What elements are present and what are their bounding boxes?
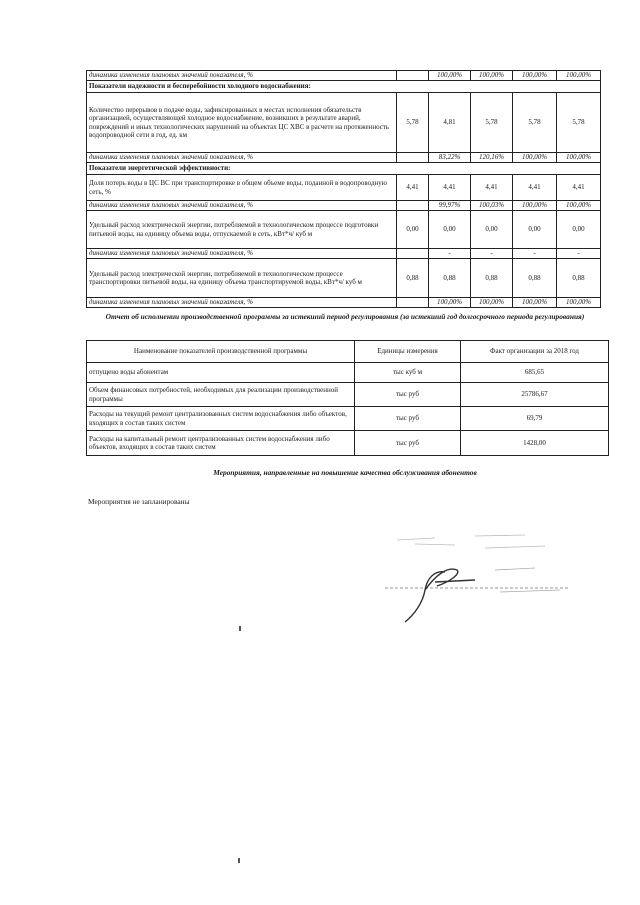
indicator-row [87, 175, 601, 201]
indicator-label: динамика изменения плановых значений показателя, % [87, 201, 397, 211]
report-title: Отчет об исполнении производственной программы за истекший период регулирования (за истекший год долгосрочного периода регулирования) [105, 312, 585, 321]
value-cell [397, 71, 429, 81]
value-cell: 0,00 [513, 211, 557, 249]
value-cell: 100,00% [557, 153, 601, 163]
indicator-label: Удельный расход электрической энергии, потребляемой в технологическом процессе подготовки питьевой воды, на единицу объема воды, отпускаемой в сеть, кВт*ч/ куб м [87, 211, 397, 249]
indicator-label: Доля потерь воды в ЦС ВС при транспортировке в общем объеме воды, поданной в водопроводную сеть, % [87, 175, 397, 201]
value-cell: - [513, 249, 557, 259]
indicator-label: динамика изменения плановых значений показателя, % [87, 153, 397, 163]
value-cell: 5,78 [557, 93, 601, 153]
scan-mark [239, 626, 241, 631]
value-cell: 0,88 [429, 259, 471, 298]
section-label: Показатели надежности и бесперебойности холодного водоснабжения: [87, 81, 601, 93]
value-cell: 100,00% [471, 71, 513, 81]
value-cell: 100,00% [513, 298, 557, 308]
value-cell: 100,00% [471, 298, 513, 308]
program-unit: тыс руб [355, 431, 461, 456]
value-cell: - [557, 249, 601, 259]
value-cell: 100,00% [429, 298, 471, 308]
dynamics-row [87, 201, 601, 211]
indicator-row [87, 93, 601, 153]
indicator-row [87, 211, 601, 249]
value-cell: 100,03% [471, 201, 513, 211]
program-value: 685,65 [461, 363, 609, 383]
value-cell: 100,00% [513, 201, 557, 211]
value-cell: 100,00% [557, 201, 601, 211]
indicator-label: динамика изменения плановых значений показателя, % [87, 71, 397, 81]
section-row [87, 163, 601, 175]
value-cell [397, 298, 429, 308]
program-unit: тыс руб [355, 407, 461, 431]
value-cell: 0,00 [557, 211, 601, 249]
program-indicator-name: Расходы на текущий ремонт централизованных систем водоснабжения либо объектов, входящих в состав таких систем [87, 407, 355, 431]
value-cell: 4,41 [429, 175, 471, 201]
events-title: Мероприятия, направленные на повышение качества обслуживания абонентов [213, 468, 477, 477]
indicator-row [87, 259, 601, 298]
value-cell: 100,00% [557, 298, 601, 308]
events-text: Мероприятия не запланированы [88, 497, 190, 506]
value-cell: 5,78 [513, 93, 557, 153]
header-unit: Единицы измерения [355, 341, 461, 363]
value-cell: 83,22% [429, 153, 471, 163]
value-cell: 4,41 [397, 175, 429, 201]
program-unit: тыс руб [355, 383, 461, 407]
value-cell [397, 249, 429, 259]
program-unit: тыс куб м [355, 363, 461, 383]
header-value: Факт организации за 2018 год [461, 341, 609, 363]
table-row [87, 383, 609, 407]
dynamics-row [87, 71, 601, 81]
value-cell: 0,00 [397, 211, 429, 249]
indicators-table [86, 70, 601, 308]
indicator-label: Удельный расход электрической энергии, потребляемой в технологическом процессе транспортировки питьевой воды, на единицу объема транспортируемой воды, кВт*ч/ куб м [87, 259, 397, 298]
production-program-table [86, 340, 609, 456]
program-value: 1428,00 [461, 431, 609, 456]
value-cell: - [471, 249, 513, 259]
value-cell: 0,88 [557, 259, 601, 298]
section-label: Показатели энергетической эффективности: [87, 163, 601, 175]
indicator-label: динамика изменения плановых значений показателя, % [87, 249, 397, 259]
value-cell [397, 201, 429, 211]
signature-image [375, 530, 575, 630]
section-row [87, 81, 601, 93]
value-cell: 100,00% [557, 71, 601, 81]
value-cell: 4,41 [557, 175, 601, 201]
table-row [87, 431, 609, 456]
value-cell: - [429, 249, 471, 259]
value-cell: 4,81 [429, 93, 471, 153]
value-cell: 4,41 [513, 175, 557, 201]
program-value: 69,79 [461, 407, 609, 431]
value-cell: 5,78 [471, 93, 513, 153]
value-cell: 5,78 [397, 93, 429, 153]
value-cell: 0,00 [429, 211, 471, 249]
dynamics-row [87, 249, 601, 259]
value-cell: 100,00% [513, 153, 557, 163]
value-cell: 120,16% [471, 153, 513, 163]
program-indicator-name: Объем финансовых потребностей, необходимых для реализации производственной программы [87, 383, 355, 407]
value-cell: 100,00% [513, 71, 557, 81]
value-cell: 100,00% [429, 71, 471, 81]
value-cell: 0,00 [471, 211, 513, 249]
table-header-row [87, 341, 609, 363]
program-indicator-name: отпущено воды абонентам [87, 363, 355, 383]
dynamics-row [87, 153, 601, 163]
value-cell: 4,41 [471, 175, 513, 201]
header-name: Наименование показателей производственной программы [87, 341, 355, 363]
program-indicator-name: Расходы на капитальный ремонт централизованных систем водоснабжения либо объектов, входящих в состав таких систем [87, 431, 355, 456]
table-row [87, 363, 609, 383]
value-cell: 99,97% [429, 201, 471, 211]
value-cell: 0,88 [397, 259, 429, 298]
value-cell: 0,88 [513, 259, 557, 298]
table-row [87, 407, 609, 431]
program-value: 25786,67 [461, 383, 609, 407]
indicator-label: динамика изменения плановых значений показателя, % [87, 298, 397, 308]
scan-mark [238, 858, 240, 863]
dynamics-row [87, 298, 601, 308]
indicator-label: Количество перерывов в подаче воды, зафиксированных в местах исполнения обязательств организацией, осуществляющей холодное водоснабжение, возникших в результате аварий, повреждений и иных технологических нарушений на объектах ЦС ХВС в расчете на протяженность водопроводной сети в год, ед. км [87, 93, 397, 153]
value-cell: 0,88 [471, 259, 513, 298]
value-cell [397, 153, 429, 163]
